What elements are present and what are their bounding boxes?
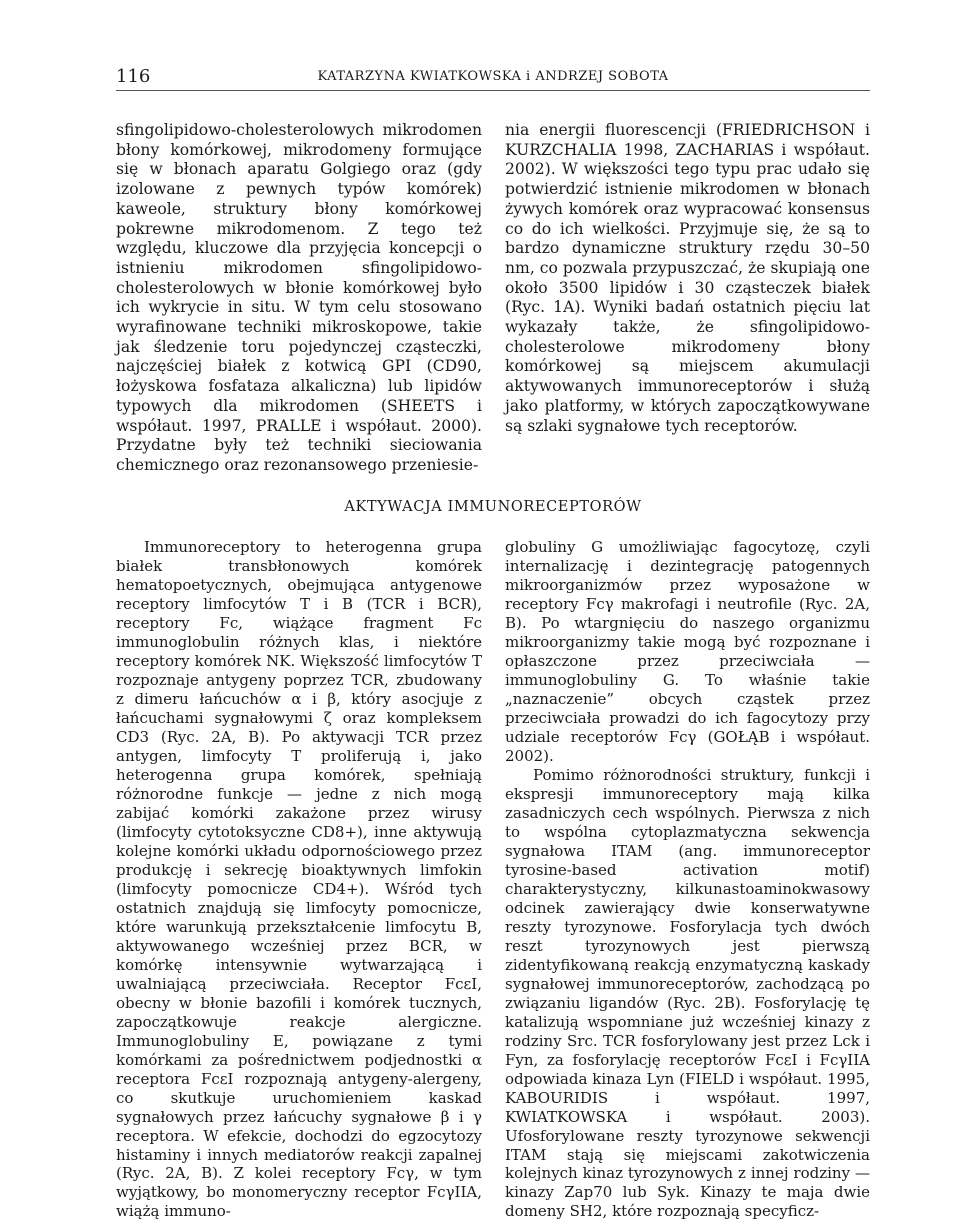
running-head: KATARZYNA KWIATKOWSKA i ANDRZEJ SOBOTA [317, 69, 669, 84]
paragraph: Immunoreceptory to heterogenna grupa białek transbłonowych komórek hematopoetycznych, obejmująca antygenowe receptory limfocytów T i B (TCR i BCR), receptory Fc, wiążące fragment Fc immunoglobulin różnych klas, i niektóre receptory komórek NK. Większość limfocytów T rozpoznaje antygeny poprzez TCR, zbudowany z dimeru łańcuchów α i β, który asocjuje z łańcuchami sygnałowymi ζ oraz kompleksem CD3 (Ryc. 2A, B). Po aktywacji TCR przez antygen, limfocyty T proliferują i, jako heterogenna grupa komórek, spełniają różnorodne funkcje — jedne z nich mogą zabijać komórki zakażone przez wirusy (limfocyty cytotoksyczne CD8+), inne aktywują kolejne komórki układu odpornościowego przez produkcję i sekrecję bioaktywnych limfokin (limfocyty pomocnicze CD4+). Wśród tych ostatnich znajdują się limfocyty pomocnicze, które warunkują przekształcenie limfocytu B, aktywowanego wcześniej przez BCR, w komórkę intensywnie wytwarzającą i uwalniającą przeciwciała. Receptor FcεI, obecny w błonie bazofili i komórek tucznych, zapoczątkowuje reakcje alergiczne. Immunoglobuliny E, powiązane z tymi komórkami za pośrednictwem podjednostki α receptora FcεI rozpoznają antygeny-alergeny, co skutkuje uruchomieniem kaskad sygnałowych przez łańcuchy sygnałowe β i γ receptora. W efekcie, dochodzi do egzocytozy histaminy i innych mediatorów reakcji zapalnej (Ryc. 2A, B). Z kolei receptory Fcγ, w tym wyjątkowy, bo monomeryczny receptor FcγIIA, wiążą immuno- [116, 538, 482, 1221]
top-left-column [116, 121, 482, 476]
paragraph: sfingolipidowo-cholesterolowych mikrodomen błony komórkowej, mikrodomeny formujące się w błonach aparatu Golgiego oraz (gdy izolowane z pewnych typów komórek) kaweole, struktury błony komórkowej pokrewne mikrodomenom. Z tego też względu, kluczowe dla przyjęcia koncepcji o istnieniu mikrodomen sfingolipidowo-cholesterolowych w błonie komórkowej było ich wykrycie in situ. W tym celu stosowano wyrafinowane techniki mikroskopowe, takie jak śledzenie toru pojedynczej cząsteczki, najczęściej białek z kotwicą GPI (CD90, łożyskowa fosfataza alkaliczna) lub lipidów typowych dla mikrodomen (SHEETS i współaut. 1997, PRALLE i współaut. 2000). Przydatne były też techniki sieciowania chemicznego oraz rezonansowego przeniesie- [116, 121, 482, 474]
paragraph: nia energii fluorescencji (FRIEDRICHSON i KURZCHALIA 1998, ZACHARIAS i współaut. 2002). W większości tego typu prac udało się potwierdzić istnienie mikrodomen w błonach żywych komórek oraz wypracować konsensus co do ich wielkości. Przyjmuje się, że są to bardzo dynamiczne struktury rzędu 30–50 nm, co pozwala przypuszczać, że skupiają one około 3500 lipidów i 30 cząsteczek białek (Ryc. 1A). Wyniki badań ostatnich pięciu lat wykazały także, że sfingolipidowo-cholesterolowe mikrodomeny błony komórkowej są miejscem akumulacji aktywowanych immunoreceptorów i służą jako platformy, w których zapoczątkowywane są szlaki sygnałowe tych receptorów. [505, 121, 870, 435]
paragraph: globuliny G umożliwiając fagocytozę, czyli internalizację i dezintegrację patogennych mikroorganizmów przez wyposażone w receptory Fcγ makrofagi i neutrofile (Ryc. 2A, B). Po wtargnięciu do naszego organizmu mikroorganizmy takie mogą być rozpoznane i opłaszczone przez przeciwciała — immunoglobuliny G. To właśnie takie „naznaczenie” obcych cząstek przez przeciwciała prowadzi do ich fagocytozy przy udziale receptorów Fcγ (GOŁĄB i współaut. 2002). [505, 538, 870, 765]
bottom-right-column [505, 538, 870, 1221]
top-right-column [505, 121, 870, 436]
section-heading: AKTYWACJA IMMUNORECEPTORÓW [344, 499, 642, 515]
page-header [116, 66, 870, 88]
bottom-left-column [116, 538, 482, 1221]
header-rule [116, 90, 870, 91]
paragraph: Pomimo różnorodności struktury, funkcji i ekspresji immunoreceptory mają kilka zasadniczych cech wspólnych. Pierwsza z nich to wspólna cytoplazmatyczna sekwencja sygnałowa ITAM (ang. immunoreceptor tyrosine-based activation motif) charakterystyczny, kilkunastoaminokwasowy odcinek zawierający dwie konserwatywne reszty tyrozynowe. Fosforylacja tych dwóch reszt tyrozynowych jest pierwszą zidentyfikowaną reakcją enzymatyczną kaskady sygnałowej immunoreceptorów, zachodzącą po związaniu ligandów (Ryc. 2B). Fosforylację tę katalizują wspomniane już wcześniej kinazy z rodziny Src. TCR fosforylowany jest przez Lck i Fyn, za fosforylację receptorów FcεI i FcγIIA odpowiada kinaza Lyn (FIELD i współaut. 1995, KABOURIDIS i współaut. 1997, KWIATKOWSKA i współaut. 2003). Ufosforylowane reszty tyrozynowe sekwencji ITAM stają się miejscami zakotwiczenia kolejnych kinaz tyrozynowych z innej rodziny — kinazy Zap70 lub Syk. Kinazy te maja dwie domeny SH2, które rozpoznają specyficz- [505, 765, 870, 1221]
page-number: 116 [116, 66, 151, 87]
